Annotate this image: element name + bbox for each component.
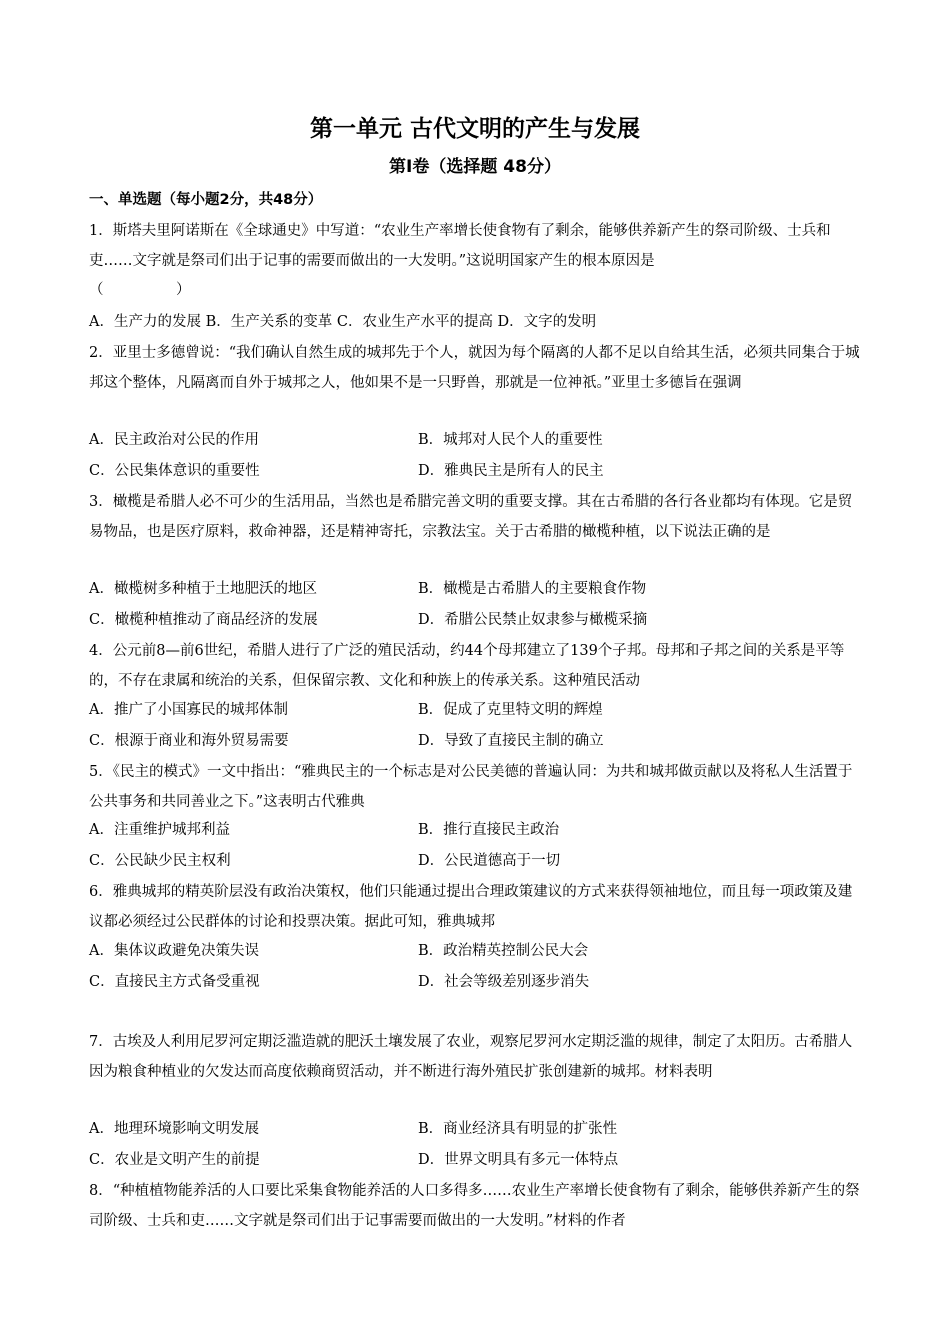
question-4-stem: 4．公元前8—前6世纪，希腊人进行了广泛的殖民活动，约44个母邦建立了139个子邦。母邦和子邦之间的关系是平等的，不存在隶属和统治的关系，但保留宗教、文化和种族上的传承关系。这种殖民活动 — [89, 643, 845, 689]
question-2-option-c: C．公民集体意识的重要性 — [89, 463, 260, 479]
question-7-stem: 7．古埃及人利用尼罗河定期泛滥造就的肥沃土壤发展了农业，观察尼罗河水定期泛滥的规律，制定了太阳历。古希腊人因为粮食种植业的欠发达而高度依赖商贸活动，并不断进行海外殖民扩张创建新的城邦。材料表明 — [89, 1034, 853, 1080]
question-1-options: A．生产力的发展 B．生产关系的变革 C．农业生产水平的提高 D．文字的发明 — [89, 314, 597, 330]
question-3-option-d: D．希腊公民禁止奴隶参与橄榄采摘 — [418, 612, 648, 628]
question-5-stem: 5．《民主的模式》一文中指出：“雅典民主的一个标志是对公民美德的普遍认同：为共和城邦做贡献以及将私人生活置于公共事务和共同善业之下。”这表明古代雅典 — [89, 764, 853, 810]
question-6-option-c: C．直接民主方式备受重视 — [89, 974, 260, 990]
answer-bracket: （ ） — [89, 282, 191, 298]
question-6-option-d: D．社会等级差别逐步消失 — [418, 974, 590, 990]
question-7-option-a: A．地理环境影响文明发展 — [89, 1121, 259, 1137]
question-4-option-a: A．推广了小国寡民的城邦体制 — [89, 702, 288, 718]
question-5-option-a: A．注重维护城邦利益 — [89, 822, 230, 838]
question-5-option-b: B．推行直接民主政治 — [418, 822, 560, 838]
question-5-option-d: D．公民道德高于一切 — [418, 853, 561, 869]
question-3-stem: 3．橄榄是希腊人必不可少的生活用品，当然也是希腊完善文明的重要支撑。其在古希腊的各行各业都均有体现。它是贸易物品，也是医疗原料，救命神器，还是精神寄托，宗教法宝。关于古希腊的橄榄种植，以下说法正确的是 — [89, 494, 853, 540]
question-6-option-b: B．政治精英控制公民大会 — [418, 943, 589, 959]
question-3-option-c: C．橄榄种植推动了商品经济的发展 — [89, 612, 318, 628]
question-1-stem — [89, 217, 865, 306]
question-4-option-c: C．根源于商业和海外贸易需要 — [89, 733, 289, 749]
question-6-stem: 6．雅典城邦的精英阶层没有政治决策权，他们只能通过提出合理政策建议的方式来获得领袖地位，而且每一项政策及建议都必须经过公民群体的讨论和投票决策。据此可知，雅典城邦 — [89, 884, 853, 930]
question-3-option-b: B．橄榄是古希腊人的主要粮食作物 — [418, 581, 647, 597]
question-4-option-b: B．促成了克里特文明的辉煌 — [418, 702, 603, 718]
question-7-option-d: D．世界文明具有多元一体特点 — [418, 1152, 619, 1168]
question-2-stem: 2．亚里士多德曾说：“我们确认自然生成的城邦先于个人，就因为每个隔离的人都不足以自给其生活，必须共同集合于城邦这个整体，凡隔离而自外于城邦之人，他如果不是一只野兽，那就是一位神祇。”亚里士多德旨在强调 — [89, 345, 860, 391]
question-4-option-d: D．导致了直接民主制的确立 — [418, 733, 604, 749]
page-subtitle: 第Ⅰ卷（选择题 48分） — [389, 157, 561, 177]
question-3-option-a: A．橄榄树多种植于土地肥沃的地区 — [89, 581, 317, 597]
question-7-option-b: B．商业经济具有明显的扩张性 — [418, 1121, 618, 1137]
question-5-option-c: C．公民缺少民主权利 — [89, 853, 231, 869]
question-6-option-a: A．集体议政避免决策失误 — [89, 943, 259, 959]
question-8-stem: 8．“种植植物能养活的人口要比采集食物能养活的人口多得多……农业生产率增长使食物有了剩余，能够供养新产生的祭司阶级、士兵和吏……文字就是祭司们出于记事需要而做出的一大发明。”材料的作者 — [89, 1183, 860, 1229]
page-title: 第一单元 古代文明的产生与发展 — [309, 116, 640, 142]
question-7-option-c: C．农业是文明产生的前提 — [89, 1152, 260, 1168]
section-heading: 一、单选题（每小题2分，共48分） — [89, 192, 323, 208]
question-2-option-b: B．城邦对人民个人的重要性 — [418, 432, 603, 448]
question-2-option-a: A．民主政治对公民的作用 — [89, 432, 259, 448]
question-1-text: 1．斯塔夫里阿诺斯在《全球通史》中写道：“农业生产率增长使食物有了剩余，能够供养新产生的祭司阶级、士兵和吏……文字就是祭司们出于记事的需要而做出的一大发明。”这说明国家产生的根本原因是 — [89, 223, 831, 269]
question-2-option-d: D．雅典民主是所有人的民主 — [418, 463, 604, 479]
